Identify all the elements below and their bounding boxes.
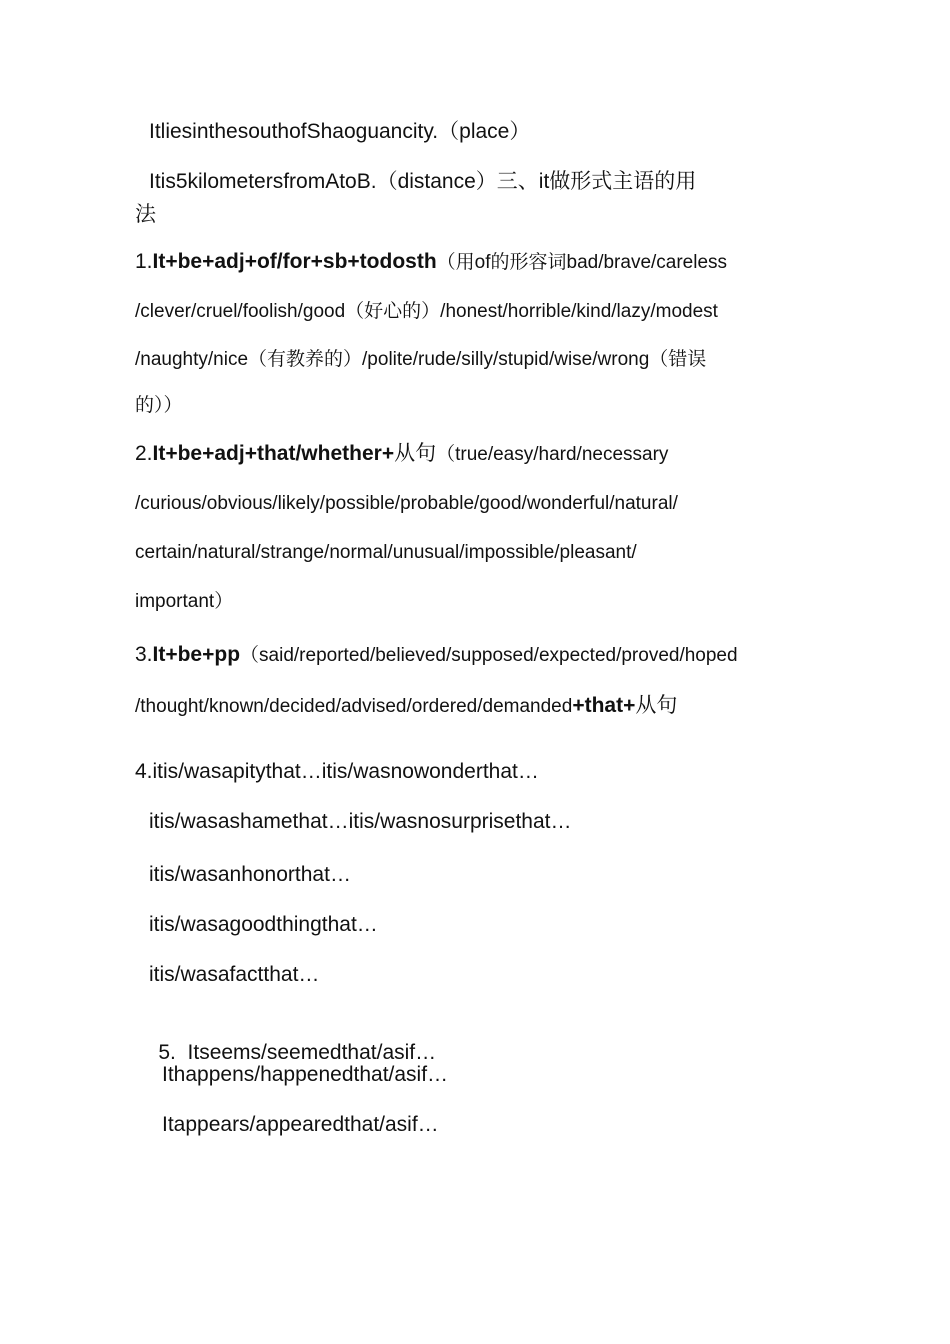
section-3-note: （said/reported/believed/supposed/expected/proved/hoped	[240, 645, 738, 666]
line-place	[149, 118, 530, 146]
section-2-cont-1-text: /curious/obvious/likely/possible/probable/good/wonderful/natural/	[135, 493, 678, 514]
section-3-tail: +that+	[572, 694, 636, 717]
line-distance-text: Itis5kilometersfromAtoB.（distance）三、it做形式主语的用	[149, 170, 697, 193]
section-2-cont-1	[135, 490, 678, 518]
section-3-pattern: It+be+pp	[152, 643, 241, 666]
section-2-clause: 从句	[394, 442, 437, 465]
line-heading-continued	[135, 200, 156, 228]
section-2-number: 2.	[135, 442, 153, 465]
section-1-cont-1-text: /clever/cruel/foolish/good（好心的）/honest/horrible/kind/lazy/modest	[135, 301, 718, 322]
section-2-pattern: It+be+adj+that/whether+	[152, 442, 395, 465]
section-5-line-c-text: Itappears/appearedthat/asif…	[162, 1113, 439, 1136]
section-4-line-c	[149, 861, 351, 889]
section-1-number: 1.	[135, 250, 153, 273]
heading-continued-text: 法	[135, 202, 156, 226]
line-place-text: ItliesinthesouthofShaoguancity.（place）	[149, 120, 531, 143]
section-1-cont-3-text: 的））	[135, 395, 183, 416]
section-1-cont-2-text: /naughty/nice（有教养的）/polite/rude/silly/stupid/wise/wrong（错误	[135, 349, 707, 370]
section-3-cont-1-text: /thought/known/decided/advised/ordered/demanded	[135, 696, 573, 717]
section-2-cont-3-text: important）	[135, 591, 234, 612]
section-4-line-e-text: itis/wasafactthat…	[149, 963, 320, 986]
section-1-cont-1	[135, 298, 718, 326]
section-4-line-a	[135, 758, 539, 786]
section-4-line-e	[149, 961, 319, 989]
line-distance	[149, 168, 696, 196]
section-4-line-b	[149, 808, 572, 836]
section-4-line-a-text: 4.itis/wasapitythat…itis/wasnowonderthat…	[135, 760, 539, 783]
section-5-line-b-text: Ithappens/happenedthat/asif…	[162, 1063, 449, 1086]
section-2-heading	[135, 440, 668, 469]
section-1-cont-3	[135, 392, 183, 420]
section-5-line-c	[162, 1111, 439, 1139]
section-5-line-b	[162, 1061, 448, 1089]
section-1-pattern: It+be+adj+of/for+sb+todosth	[152, 250, 437, 273]
section-2-cont-2	[135, 539, 637, 567]
section-4-line-d	[149, 911, 378, 939]
section-5-line-a-text: 5. Itseems/seemedthat/asif…	[158, 1041, 437, 1064]
section-1-note: （用of的形容词bad/brave/careless	[436, 252, 728, 273]
section-2-cont-2-text: certain/natural/strange/normal/unusual/impossible/pleasant/	[135, 542, 637, 563]
section-3-clause: 从句	[635, 694, 678, 717]
section-4-line-b-text: itis/wasashamethat…itis/wasnosurprisethat…	[149, 810, 572, 833]
section-1-cont-2	[135, 346, 706, 374]
section-4-line-c-text: itis/wasanhonorthat…	[149, 863, 351, 886]
section-1-heading	[135, 248, 727, 277]
section-3-heading	[135, 641, 738, 670]
section-4-line-d-text: itis/wasagoodthingthat…	[149, 913, 378, 936]
section-3-number: 3.	[135, 643, 153, 666]
section-2-note: （true/easy/hard/necessary	[436, 444, 669, 465]
section-3-cont-1	[135, 692, 677, 721]
section-2-cont-3	[135, 588, 233, 616]
